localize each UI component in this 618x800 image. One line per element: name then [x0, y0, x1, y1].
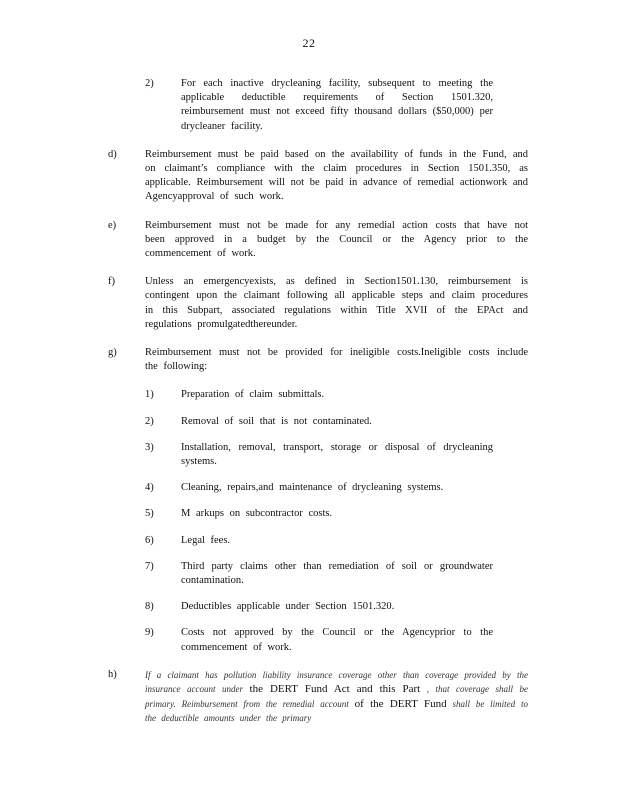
sub-list-item [0, 534, 618, 548]
item-h-part-1: If a claimant has pollution liability insurance coverage other than coverage provided by the insurance account under [145, 669, 528, 695]
sub-list-item [0, 388, 618, 402]
list-item [0, 275, 618, 332]
item-label: h) [108, 668, 117, 680]
item-text-mixed [145, 668, 528, 726]
item-label: 2) [145, 78, 154, 89]
item-label: d) [108, 148, 117, 160]
sub-item-label: 6) [145, 534, 154, 546]
item-h-part-4: of the DERT Fund [354, 697, 447, 710]
sub-item-text: M arkups on subcontractor costs. [181, 508, 333, 520]
item-text: Unless an emergencyexists, as defined in Section1501.130, reimbursement is contingent upon the claimant following all applicable steps and claim procedures in this Subpart, associated regulations within Title XVII of the EPAct and regulations promulgatedthereunder. [145, 276, 528, 330]
sub-list-item [0, 481, 618, 495]
sub-item-label: 2) [145, 415, 154, 427]
sub-list-item [0, 415, 618, 429]
page-content [0, 77, 618, 740]
sub-item-text: Deductibles applicable under Section 1501.320. [181, 601, 395, 613]
list-item [0, 148, 618, 205]
item-text: For each inactive drycleaning facility, subsequent to meeting the applicable deductible requirements of Section 1501.320, reimbursement must not exceed fifty thousand dollars ($50,000) per drycleaner facility. [181, 78, 493, 132]
sub-item-label: 7) [145, 560, 154, 572]
sub-item-label: 3) [145, 441, 154, 453]
sub-item-label: 8) [145, 601, 154, 613]
sub-item-text: Cleaning, repairs,and maintenance of drycleaning systems. [181, 482, 444, 494]
sub-list-item [0, 441, 618, 469]
item-h-part-3: , that coverage shall be primary. Reimbursement from the remedial account [145, 684, 529, 709]
item-label: f) [108, 276, 115, 288]
sub-item-text: Legal fees. [181, 534, 231, 546]
item-text: Reimbursement must be paid based on the availability of funds in the Fund, and on claimant’s compliance with the claim procedures in Section 1501.350, as applicable. Reimbursement will not be paid in advance of remedial actionwork and Agencyapproval of such work. [145, 148, 528, 203]
sub-item-text: Costs not approved by the Council or the Agencyprior to the commencement of work. [181, 627, 493, 653]
sub-item-label: 4) [145, 482, 154, 494]
item-text: Reimbursement must not be provided for ineligible costs.Ineligible costs include the following: [145, 347, 528, 373]
sub-item-label: 9) [145, 627, 154, 639]
sub-item-label: 5) [145, 508, 154, 520]
sub-list-item [0, 560, 618, 588]
sub-item-text: Third party claims other than remediation of soil or groundwater contamination. [181, 560, 493, 587]
list-item [0, 219, 618, 262]
item-h-part-2: the DERT Fund Act and this Part [249, 683, 421, 696]
sub-item-text: Preparation of claim submittals. [181, 389, 325, 401]
sub-item-label: 1) [145, 389, 154, 401]
list-item [0, 346, 618, 374]
sub-list-item [0, 600, 618, 614]
sub-list-item [0, 507, 618, 521]
sub-item-text: Installation, removal, transport, storage or disposal of drycleaning systems. [181, 441, 493, 468]
item-h-part-5: shall be limited to the deductible amounts under the primary [145, 698, 529, 724]
sub-item-text: Removal of soil that is not contaminated. [181, 415, 372, 427]
list-item [0, 668, 618, 726]
page-number: 22 [302, 36, 316, 50]
item-label: g) [108, 347, 117, 359]
item-label: e) [108, 219, 117, 231]
list-item [0, 77, 618, 134]
sub-list-item [0, 626, 618, 654]
item-text: Reimbursement must not be made for any remedial action costs that have not been approved in a budget by the Council or the Agency prior to the commencement of work. [145, 219, 528, 260]
